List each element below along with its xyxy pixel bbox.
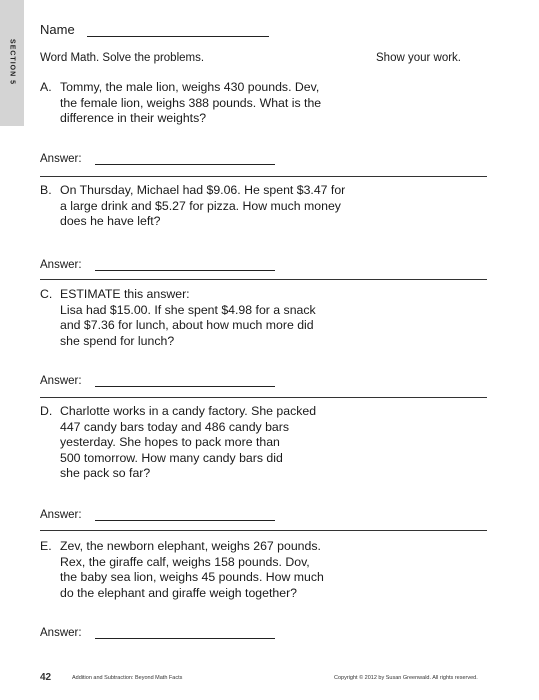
answer-row-c — [40, 375, 275, 387]
answer-field-d[interactable] — [95, 510, 275, 521]
divider — [40, 397, 487, 398]
section-tab — [0, 0, 24, 126]
answer-label: Answer: — [40, 153, 82, 165]
answer-row-d — [40, 509, 275, 521]
problem-text: Tommy, the male lion, weighs 430 pounds. Dev, the female lion, weighs 388 pounds. What is the difference in their weights? — [60, 80, 322, 126]
answer-field-e[interactable] — [95, 628, 275, 639]
answer-label: Answer: — [40, 259, 82, 271]
problem-text: ESTIMATE this answer: Lisa had $15.00. If she spent $4.98 for a snack and $7.36 for lunch, about how much more did she spend for lunch? — [60, 287, 316, 348]
problem-text: Charlotte works in a candy factory. She packed 447 candy bars today and 486 candy bars yesterday. She hopes to pack more than 500 tomorrow. How many candy bars did she pack so far? — [60, 404, 317, 481]
name-row — [40, 22, 269, 37]
answer-field-a[interactable] — [95, 154, 275, 165]
answer-label: Answer: — [40, 375, 82, 387]
answer-field-b[interactable] — [95, 260, 275, 271]
answer-label: Answer: — [40, 627, 82, 639]
problem-b — [40, 183, 345, 230]
problem-letter: B. — [40, 183, 52, 197]
book-title: Addition and Subtraction: Beyond Math Facts — [72, 675, 183, 681]
problem-letter: A. — [40, 80, 52, 94]
name-label: Name — [40, 22, 75, 37]
answer-row-e — [40, 627, 275, 639]
divider — [40, 530, 487, 531]
name-field[interactable] — [87, 24, 269, 37]
answer-row-a — [40, 153, 275, 165]
problem-letter: D. — [40, 404, 53, 418]
problem-text: Zev, the newborn elephant, weighs 267 pounds. Rex, the giraffe calf, weighs 158 pounds. Dov, the baby sea lion, weighs 45 pounds. How much do the elephant and giraffe weigh together? — [60, 539, 324, 600]
divider — [40, 176, 487, 177]
answer-field-c[interactable] — [95, 376, 275, 387]
instructions: Word Math. Solve the problems. — [40, 52, 205, 64]
copyright: Copyright © 2012 by Susan Greenwald. All rights reserved. — [334, 675, 478, 681]
problem-c — [40, 287, 316, 349]
page-number: 42 — [40, 672, 52, 683]
problem-a — [40, 80, 321, 127]
problem-e — [40, 539, 324, 601]
answer-label: Answer: — [40, 509, 82, 521]
answer-row-b — [40, 259, 275, 271]
problem-letter: C. — [40, 287, 53, 301]
section-label: SECTION 5 — [8, 39, 16, 85]
show-work-note: Show your work. — [376, 52, 462, 64]
problem-d — [40, 404, 316, 482]
problem-letter: E. — [40, 539, 52, 553]
divider — [40, 279, 487, 280]
problem-text: On Thursday, Michael had $9.06. He spent $3.47 for a large drink and $5.27 for pizza. How much money does he have left? — [60, 183, 346, 229]
